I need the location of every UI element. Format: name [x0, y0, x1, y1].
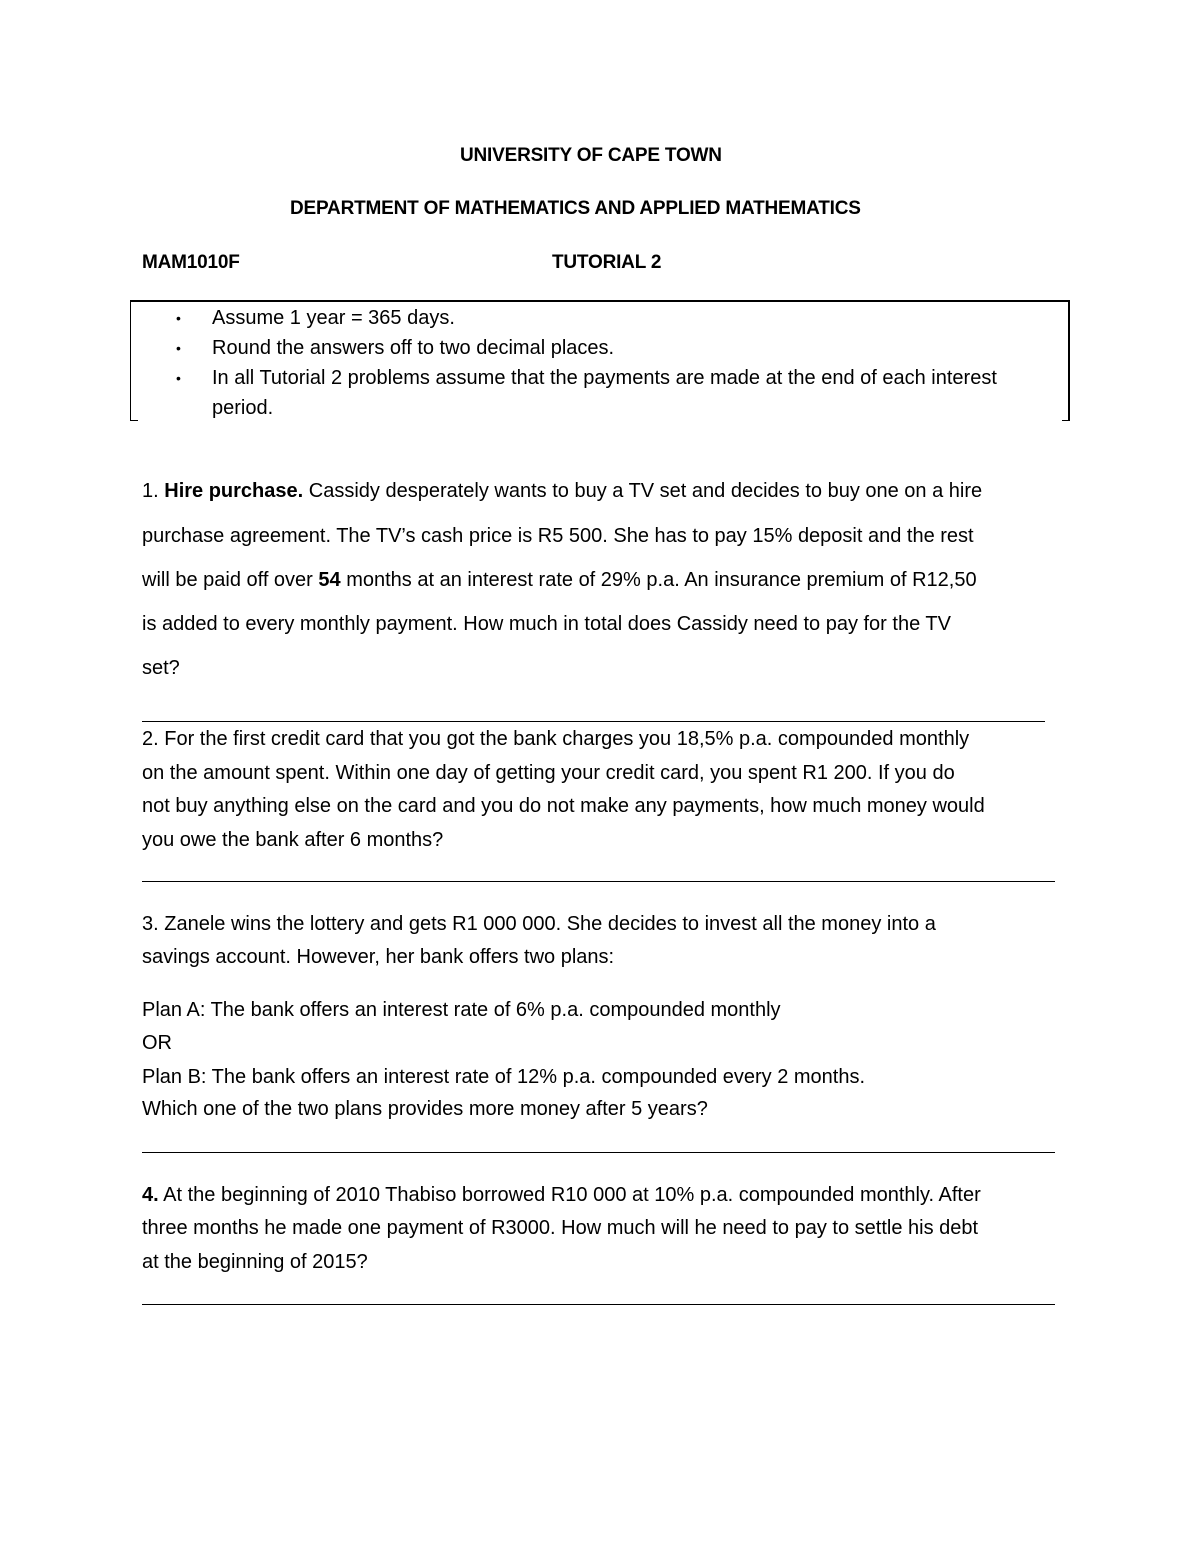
q4-number: 4. — [142, 1184, 159, 1206]
tutorial-title: TUTORIAL 2 — [552, 252, 662, 273]
q1-title: Hire purchase. — [164, 480, 304, 502]
bullet-icon: • — [176, 370, 181, 386]
q1-line: set? — [142, 657, 180, 679]
note-text: Assume 1 year = 365 days. — [212, 307, 455, 329]
q2-line: 2. For the first credit card that you got the bank charges you 18,5% p.a. compounded monthly — [142, 728, 970, 750]
q1-line — [142, 480, 982, 503]
q3-or: OR — [142, 1032, 172, 1054]
q4-line: 4. At the beginning of 2010 Thabiso borrowed R10 000 at 10% p.a. compounded monthly. After — [142, 1184, 981, 1206]
q2-line: on the amount spent. Within one day of getting your credit card, you spent R1 200. If you do — [142, 762, 955, 784]
q1-months: 54 — [318, 569, 341, 591]
q4-line: three months he made one payment of R3000. How much will he need to pay to settle his debt — [142, 1217, 979, 1239]
note-text: In all Tutorial 2 problems assume that the payments are made at the end of each interest period. — [212, 367, 997, 419]
q3-plan-a: Plan A: The bank offers an interest rate of 6% p.a. compounded monthly — [142, 999, 781, 1021]
q1-line: will be paid off over 54 months at an interest rate of 29% p.a. An insurance premium of R12,50 — [142, 569, 977, 591]
note-text: Round the answers off to two decimal places. — [212, 337, 615, 359]
q1-line: purchase agreement. The TV’s cash price is R5 500. She has to pay 15% deposit and the rest — [142, 525, 974, 547]
note-item — [176, 333, 615, 363]
separator-line — [142, 1304, 1055, 1305]
instructions-box — [130, 300, 1070, 418]
q3-line: savings account. However, her bank offers two plans: — [142, 946, 615, 968]
separator-line — [142, 721, 1045, 722]
q1-number: 1. — [142, 480, 159, 502]
q1-line: is added to every monthly payment. How much in total does Cassidy need to pay for the TV — [142, 613, 951, 635]
separator-line — [142, 881, 1055, 882]
q3-question: Which one of the two plans provides more money after 5 years? — [142, 1098, 708, 1120]
note-item — [176, 363, 1012, 423]
note-item — [176, 303, 455, 333]
bullet-icon: • — [176, 340, 181, 356]
q4-line: at the beginning of 2015? — [142, 1251, 368, 1273]
university-title: UNIVERSITY OF CAPE TOWN — [460, 145, 722, 166]
q2-line: you owe the bank after 6 months? — [142, 829, 444, 851]
department-title: DEPARTMENT OF MATHEMATICS AND APPLIED MATHEMATICS — [290, 198, 861, 219]
separator-line — [142, 1152, 1055, 1153]
course-code: MAM1010F — [142, 252, 240, 273]
q2-line: not buy anything else on the card and you do not make any payments, how much money would — [142, 795, 985, 817]
q3-plan-b: Plan B: The bank offers an interest rate of 12% p.a. compounded every 2 months. — [142, 1066, 866, 1088]
bullet-icon: • — [176, 310, 181, 326]
q3-line: 3. Zanele wins the lottery and gets R1 000 000. She decides to invest all the money into a — [142, 913, 936, 935]
q1-text: Cassidy desperately wants to buy a TV set and decides to buy one on a hire — [308, 480, 983, 502]
